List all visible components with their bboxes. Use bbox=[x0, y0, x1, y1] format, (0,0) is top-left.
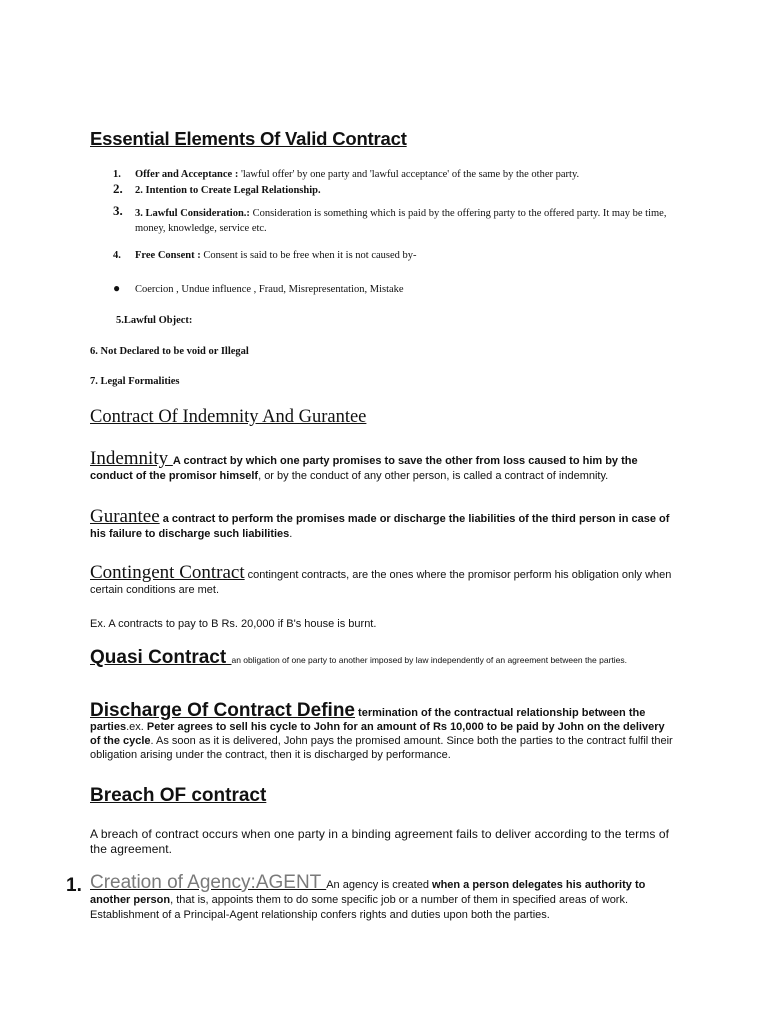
list-item-text: Consent is said to be free when it is not caused by- bbox=[200, 250, 417, 261]
indemnity-rest: , or by the conduct of any other person, is called a contract of indemnity. bbox=[258, 470, 609, 482]
bullet-icon: ● bbox=[113, 281, 121, 295]
list-item-label: Offer and Acceptance : bbox=[135, 169, 239, 180]
quasi-term: Quasi Contract bbox=[90, 647, 232, 668]
agency-definition: when a person delegates his authority to another person bbox=[90, 879, 646, 906]
list-number: 3. bbox=[113, 203, 123, 218]
agency-paragraph bbox=[90, 872, 678, 923]
list-item-label: 3. Lawful Consideration.: bbox=[135, 208, 250, 219]
quasi-definition: an obligation of one party to another imposed by law independently of an agreement between the parties. bbox=[231, 655, 627, 665]
item-6: 6. Not Declared to be void or Illegal bbox=[90, 346, 249, 357]
breach-text: A breach of contract occurs when one party in a binding agreement fails to deliver according to the terms of the agreement. bbox=[90, 827, 670, 856]
discharge-rest: . As soon as it is delivered, John pays the promised amount. Since both the parties to the contract fulfil their obligation arising under the contract, then it is discharged by performance. bbox=[90, 735, 673, 761]
gurantee-rest: . bbox=[289, 528, 293, 540]
discharge-example: Peter agrees to sell his cycle to John for an amount of Rs 10,000 to be paid by John on the delivery of the cycle bbox=[90, 721, 665, 747]
breach-heading: Breach OF contract bbox=[90, 785, 267, 806]
gurantee-paragraph bbox=[90, 506, 678, 542]
page-title: Essential Elements Of Valid Contract bbox=[90, 128, 407, 149]
section-heading: Contract Of Indemnity And Gurantee bbox=[90, 407, 367, 427]
indemnity-term: Indemnity bbox=[90, 448, 173, 469]
agency-term: Creation of Agency:AGENT bbox=[90, 872, 327, 893]
gurantee-definition: a contract to perform the promises made or discharge the liabilities of the third person in case of his failure to discharge such liabilities bbox=[90, 513, 670, 540]
gurantee-term: Gurantee bbox=[90, 506, 160, 527]
list-number: 2. bbox=[113, 181, 123, 196]
list-number: 4. bbox=[113, 250, 121, 261]
contingent-example: Ex. A contracts to pay to B Rs. 20,000 if B's house is burnt. bbox=[90, 618, 377, 630]
contingent-paragraph bbox=[90, 562, 678, 598]
contingent-definition: contingent contracts, are the ones where the promisor perform his obligation only when certain conditions are met. bbox=[90, 569, 672, 596]
discharge-paragraph bbox=[90, 700, 678, 762]
list-item-text: Consideration is something which is paid by the offering party to the offered party. It may be time, money, knowledge, service etc. bbox=[135, 208, 667, 234]
indemnity-definition: A contract by which one party promises to save the other from loss caused to him by the conduct of the promisor himself bbox=[90, 455, 638, 482]
list-item-text: 'lawful offer' by one party and 'lawful acceptance' of the same by the other party. bbox=[238, 169, 580, 180]
discharge-term: Discharge Of Contract Define bbox=[90, 700, 355, 721]
agency-rest: , that is, appoints them to do some specific job or a number of them in specified areas of work. Establishment of a Principal-Agent relationship confers rights and duties upon both the parties. bbox=[90, 894, 629, 921]
agency-intro: An agency is created bbox=[326, 879, 433, 891]
discharge-definition: termination of the contractual relationship between the parties bbox=[90, 707, 646, 733]
list-item-label: Free Consent : bbox=[135, 250, 201, 261]
list-number: 1. bbox=[113, 169, 121, 180]
item-5: 5.Lawful Object: bbox=[116, 315, 193, 326]
bullet-text: Coercion , Undue influence , Fraud, Misrepresentation, Mistake bbox=[135, 284, 404, 295]
contingent-term: Contingent Contract bbox=[90, 562, 245, 583]
discharge-mid: .ex. bbox=[126, 721, 147, 733]
list-item-label: 2. Intention to Create Legal Relationship. bbox=[135, 185, 321, 196]
quasi-paragraph bbox=[90, 647, 678, 668]
item-7: 7. Legal Formalities bbox=[90, 376, 180, 387]
agency-number: 1. bbox=[66, 875, 82, 896]
indemnity-paragraph bbox=[90, 448, 678, 484]
